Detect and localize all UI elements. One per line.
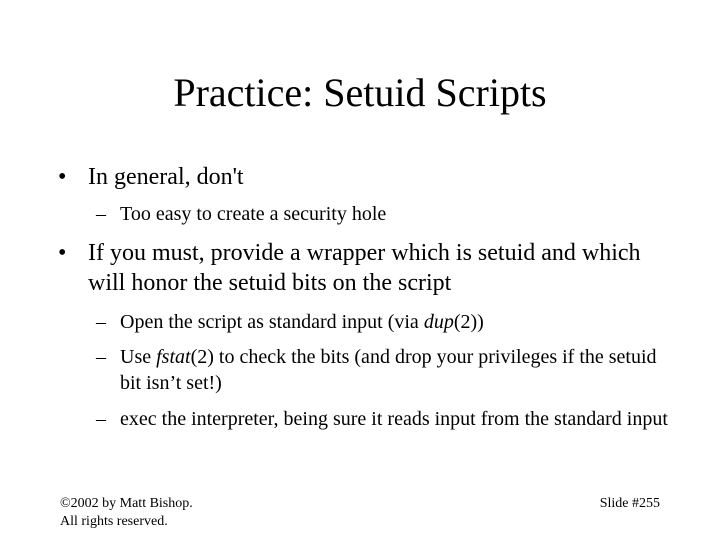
sub-bullet-item [96, 201, 676, 227]
bullet-dot: • [58, 240, 67, 266]
sub-bullet-text [120, 344, 676, 396]
bullet-item [58, 238, 678, 298]
bullet-text: In general, don't [88, 164, 244, 190]
bullet-item [58, 162, 678, 192]
sub-bullet-text-pre: Use [120, 346, 157, 368]
sub-bullet-text-em: dup [423, 311, 454, 333]
sub-bullet-text-post: (2) to check the bits (and drop your privileges if the setuid bit isn’t set!) [120, 346, 657, 394]
sub-bullet-text: Too easy to create a security hole [120, 203, 387, 225]
sub-bullet-text-post: (2)) [453, 311, 484, 333]
sub-bullet-dash: – [96, 311, 106, 333]
sub-bullet-item [96, 406, 676, 432]
copyright-text: ©2002 by Matt Bishop. [60, 496, 193, 511]
sub-bullet-text [120, 309, 676, 335]
sub-bullet-text: exec the interpreter, being sure it reads input from the standard input [120, 408, 668, 430]
sub-bullet-dash: – [96, 408, 106, 430]
bullet-dot: • [58, 164, 67, 190]
sub-bullet-item [96, 344, 676, 396]
sub-bullet-text-pre: Open the script as standard input (via [120, 311, 424, 333]
sub-bullet-item [96, 309, 676, 335]
slide-number: Slide #255 [599, 496, 660, 511]
sub-bullet-dash: – [96, 346, 106, 368]
sub-bullet-dash: – [96, 203, 106, 225]
bullet-text: If you must, provide a wrapper which is setuid and which will honor the setuid bits on the script [88, 240, 641, 296]
rights-text: All rights reserved. [60, 514, 168, 529]
sub-bullet-text-em: fstat [156, 346, 191, 368]
footer-copyright [60, 495, 193, 531]
slide-title: Practice: Setuid Scripts [173, 70, 547, 115]
